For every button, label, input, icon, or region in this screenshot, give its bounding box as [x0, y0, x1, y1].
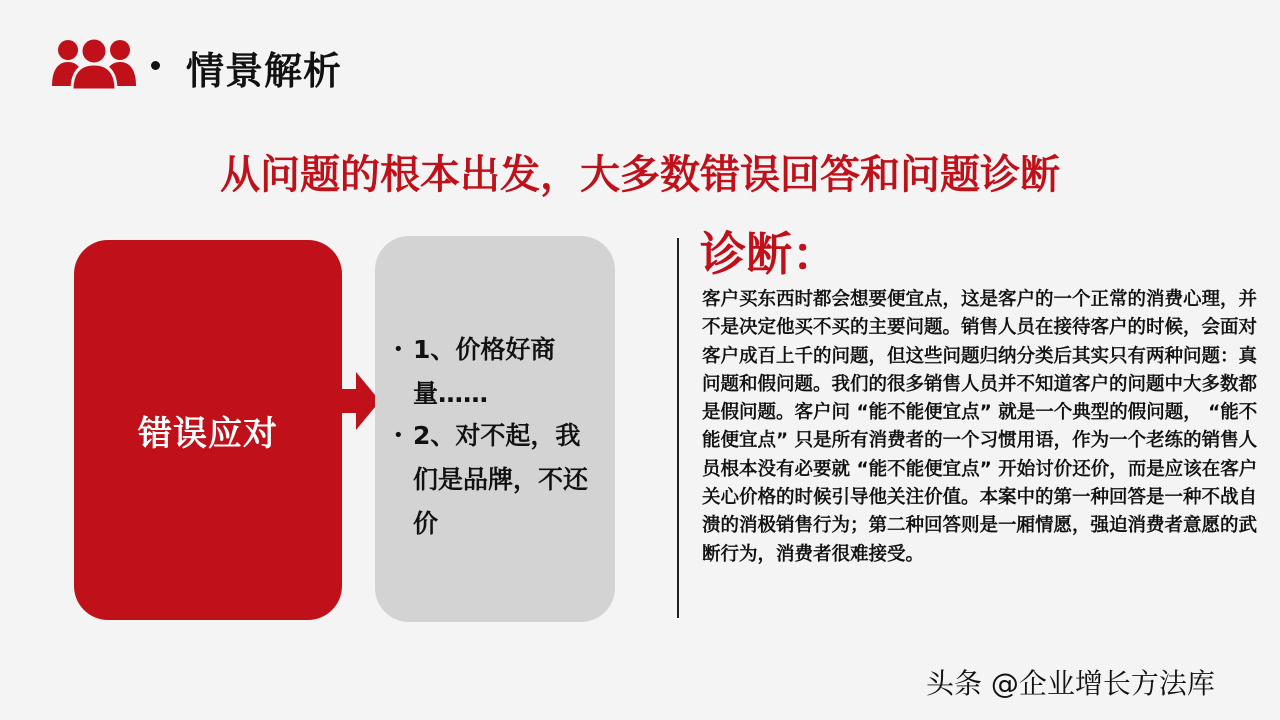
section-title: 情景解析 — [186, 49, 343, 93]
answer-text: 2、对不起，我们是品牌，不还价 — [413, 421, 589, 538]
answer-text: 1、价格好商量…… — [413, 335, 556, 408]
bullet-icon: • — [393, 425, 404, 446]
diagnosis-title: 诊断： — [700, 227, 838, 281]
vertical-divider — [677, 238, 679, 618]
wrong-response-label: 错误应对 — [138, 413, 278, 454]
arrow-right-icon — [340, 372, 380, 430]
people-group-icon — [48, 34, 140, 90]
diagnosis-body: 客户买东西时都会想要便宜点，这是客户的一个正常的消费心理，并不是决定他买不买的主要问题。销售人员在接待客户的时候，会面对客户成百上千的问题，但这些问题归纳分类后其实只有两种问题：真问题和假问题。我们的很多销售人员并不知道客户的问题中大多数都是假问题。客户问 “能不能便宜点” 就是一个典型的假问题， “能不能便宜点” 只是所有消费者的一个习惯用语，作为一个老练的销售人员根本没有必要就 “能不能便宜点” 开始讨价还价，而是应该在客户关心价格的时候引导他关注价值。本案中的第一种回答是一种不战自溃的消极销售行为；第二种回答则是一厢情愿，强迫消费者意愿的武断行为，消费者很难接受。 — [702, 289, 1258, 565]
wrong-answers-box — [375, 236, 615, 622]
header-bullet-dot — [151, 61, 160, 70]
headline: 从问题的根本出发，大多数错误回答和问题诊断 — [220, 152, 1060, 198]
watermark: 头条 @企业增长方法库 — [926, 667, 1215, 700]
list-item — [393, 414, 593, 546]
list-item — [393, 328, 593, 416]
bullet-icon: • — [393, 339, 404, 360]
wrong-response-box — [74, 240, 342, 620]
